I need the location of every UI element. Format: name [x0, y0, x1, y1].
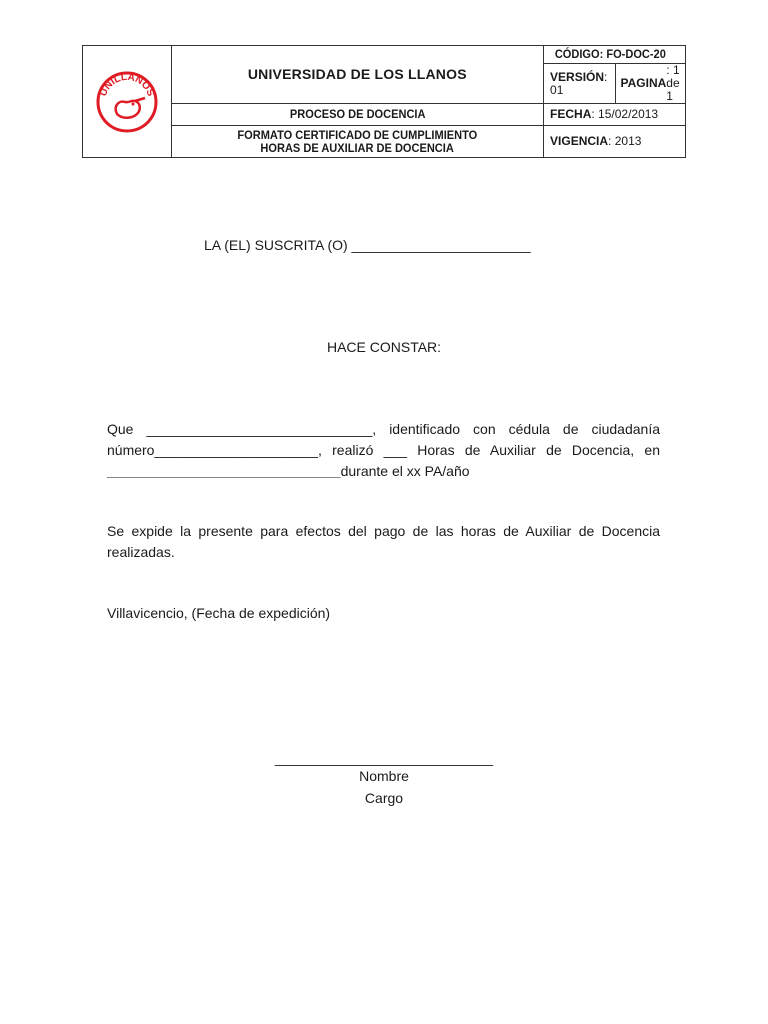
validity-cell [544, 126, 686, 158]
version-page-cell [544, 64, 686, 104]
page-label: PAGINA [620, 76, 667, 90]
page-value: : 1 de 1 [666, 63, 680, 103]
certification-paragraph [107, 419, 660, 482]
purpose-paragraph: Se expide la presente para efectos del pago de las horas de Auxiliar de Docencia realizadas. [107, 523, 660, 560]
date-cell [544, 104, 686, 126]
signer-name: Nombre [359, 768, 409, 784]
validity-label: VIGENCIA [550, 134, 609, 148]
university-logo-icon [95, 70, 159, 134]
paragraph-text: Que _____________________________, identificado con cédula de ciudadanía número_____________________, realizó ___ Horas de Auxiliar de Docencia, en [107, 421, 660, 458]
place-date: Villavicencio, (Fecha de expedición) [107, 605, 331, 621]
process-name: PROCESO DE DOCENCIA [171, 104, 543, 126]
document-code: CÓDIGO: FO-DOC-20 [544, 46, 686, 64]
signer-line: LA (EL) SUSCRITA (O) _______________________ [204, 237, 531, 253]
activity-blank: ______________________________ [107, 463, 341, 479]
paragraph-period: durante el xx PA/año [340, 463, 470, 479]
document-header [82, 45, 686, 158]
version-value: : 01 [550, 69, 608, 97]
svg-text:UNILLANOS: UNILLANOS [97, 71, 156, 98]
validity-value: : 2013 [608, 134, 642, 148]
date-label: FECHA [550, 107, 592, 121]
signer-position: Cargo [364, 790, 404, 806]
university-name: UNIVERSIDAD DE LOS LLANOS [171, 46, 543, 104]
format-title: FORMATO CERTIFICADO DE CUMPLIMIENTO HORAS DE AUXILIAR DE DOCENCIA [171, 126, 543, 158]
certifies-heading: HACE CONSTAR: [326, 339, 442, 355]
version-label: VERSIÓN [550, 69, 605, 84]
university-logo-cell [83, 46, 172, 158]
signature-line: ____________________________ [274, 750, 493, 766]
date-value: : 15/02/2013 [591, 107, 659, 121]
